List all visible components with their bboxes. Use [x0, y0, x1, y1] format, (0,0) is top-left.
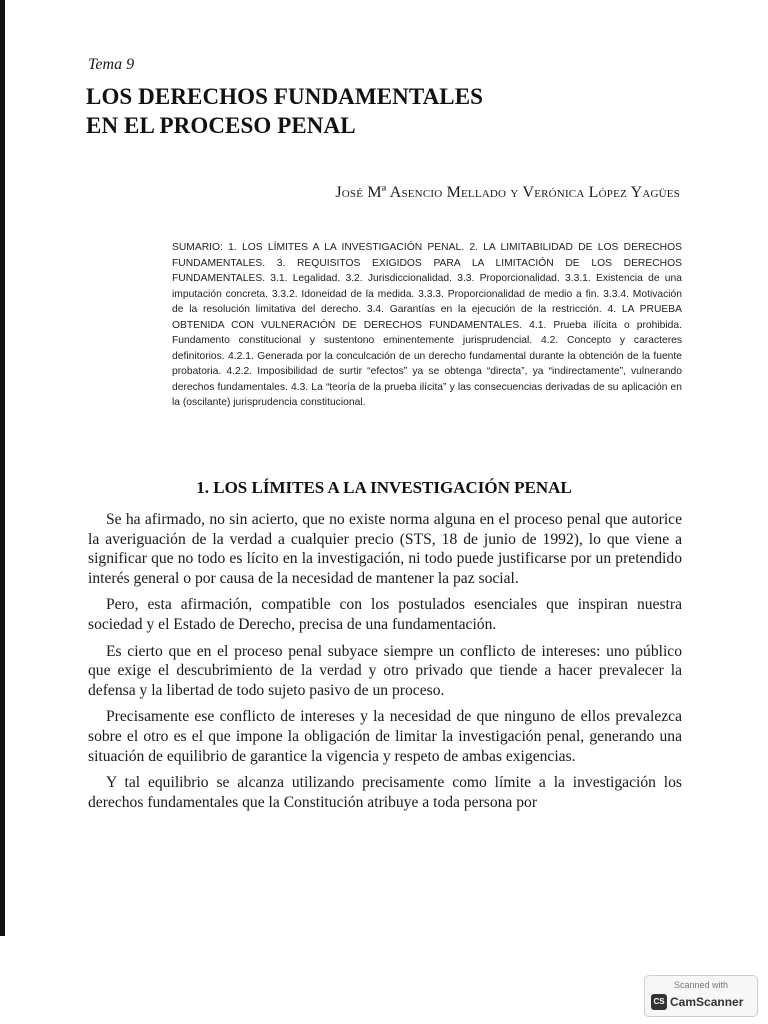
chapter-number: Tema 9: [88, 56, 135, 73]
camscanner-watermark: [644, 975, 758, 1017]
watermark-brand: CamScanner: [670, 995, 744, 1009]
paragraph: Y tal equilibrio se alcanza utilizando precisamente como límite a la investigación los derechos fundamentales que la Constitución atribuye a toda persona por: [88, 774, 682, 811]
chapter-title-line-2: EN EL PROCESO PENAL: [86, 113, 356, 138]
camscanner-logo-icon: CS: [651, 994, 667, 1010]
authors: José Mª Asencio Mellado y Verónica López Yagües: [335, 184, 680, 201]
watermark-caption: Scanned with: [673, 980, 729, 990]
paragraph: Pero, esta afirmación, compatible con los postulados esenciales que inspiran nuestra sociedad y el Estado de Derecho, precisa de una fundamentación.: [88, 596, 682, 633]
paragraph: Precisamente ese conflicto de intereses y la necesidad de que ninguno de ellos prevalezca sobre el otro es el que impone la obligación de limitar la investigación penal, generando una situación de equilibrio de garantice la vigencia y respeto de ambas exigencias.: [88, 708, 682, 765]
section-heading: 1. LOS LÍMITES A LA INVESTIGACIÓN PENAL: [196, 478, 572, 497]
chapter-title: [86, 82, 483, 140]
body-text: [88, 510, 682, 819]
paragraph: Es cierto que en el proceso penal subyace siempre un conflicto de intereses: uno público que exige el descubrimiento de la verdad y otro privado que tiende a hacer prevalecer la defensa y la libertad de todo sujeto pasivo de un proceso.: [88, 642, 682, 699]
summary-block: SUMARIO: 1. LOS LÍMITES A LA INVESTIGACIÓN PENAL. 2. LA LIMITABILIDAD DE LOS DERECHOS FUNDAMENTALES. 3. REQUISITOS EXIGIDOS PARA LA LIMITACIÓN DE LOS DERECHOS FUNDAMENTALES. 3.1. Legalidad. 3.2. Jurisdiccionalidad. 3.3. Proporcionalidad. 3.3.1. Existencia de una imputación concreta. 3.3.2. Idoneidad de la medida. 3.3.3. Proporcionalidad de medio a fin. 3.3.4. Motivación de la resolución limitativa del derecho. 3.4. Garantías en la ejecución de la restricción. 4. LA PRUEBA OBTENIDA CON VULNERACIÓN DE DERECHOS FUNDAMENTALES. 4.1. Prueba ilícita o prohibida. Fundamento constitucional y sustentono eminentemente jurisprudencial. 4.2. Concepto y caracteres definitorios. 4.2.1. Generada por la conculcación de un derecho fundamental durante la obtención de la fuente probatoria. 4.2.2. Imposibilidad de surtir “efectos” ya se obtenga “directa”, ya “indirectamente”, vulnerando derechos fundamentales. 4.3. La “teoría de la prueba ilícita” y las consecuencias derivadas de su aplicación en la (oscilante) jurisprudencia constitucional.: [172, 242, 682, 408]
chapter-title-line-1: LOS DERECHOS FUNDAMENTALES: [86, 84, 484, 109]
paragraph: Se ha afirmado, no sin acierto, que no existe norma alguna en el proceso penal que autorice la averiguación de la verdad a cualquier precio (STS, 18 de junio de 1992), lo que viene a significar que no todo es lícito en la investigación, ni todo puede justificarse por un pretendido interés general o por causa de la necesidad de mantener la paz social.: [88, 511, 682, 587]
